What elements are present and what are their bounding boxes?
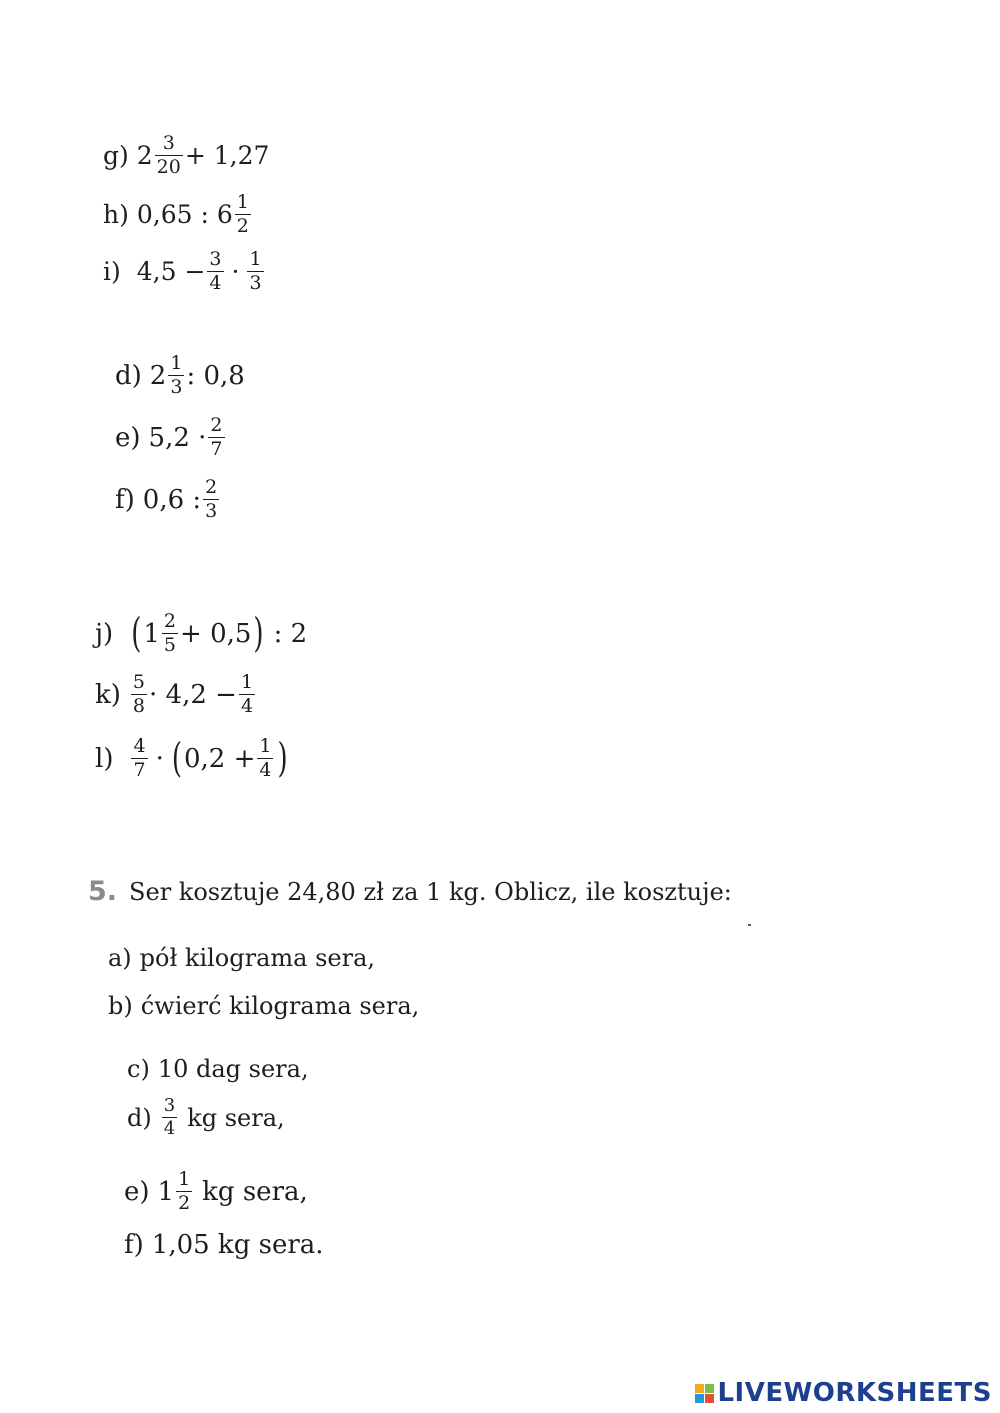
brand-text: LIVEWORKSHEETS [717, 1378, 992, 1408]
exercise-d [115, 354, 245, 397]
fraction-e: $\frac{2}{7}$ [210, 414, 223, 460]
task-5-item-e [124, 1170, 308, 1213]
liveworksheets-icon [695, 1384, 714, 1403]
logo-square-4 [705, 1394, 714, 1403]
task-5-header [88, 878, 732, 905]
fraction-f: $\frac{2}{3}$ [205, 476, 218, 522]
open-paren-l: ( [171, 735, 182, 782]
task-5-item-c [127, 1057, 309, 1081]
fraction-l-1: $\frac{4}{7}$ [133, 735, 146, 781]
open-paren-j: ( [131, 610, 142, 657]
fraction-j: $\frac{2}{5}$ [163, 610, 177, 656]
logo-square-3 [695, 1394, 704, 1403]
mid-j: + 0,5 [180, 618, 252, 649]
exercise-k [95, 673, 257, 716]
rest-d: : 0,8 [186, 360, 245, 391]
exercise-l [95, 737, 290, 780]
exercise-h [103, 193, 253, 236]
dot-i: · [231, 257, 240, 286]
label-h: h) [103, 200, 129, 229]
liveworksheets-logo[interactable] [695, 1378, 992, 1408]
mid-l: 0,2 + [183, 743, 256, 774]
task-number: 5. [88, 876, 118, 907]
label-j: j) [95, 618, 114, 649]
dot-l: · [155, 743, 164, 774]
exercise-i [103, 250, 266, 293]
lead-h: 0,65 : 6 [136, 200, 233, 229]
label-5c: c) [127, 1055, 150, 1083]
text-5f: 1,05 kg sera. [151, 1230, 324, 1260]
whole-g: 2 [136, 141, 153, 170]
label-k: k) [95, 679, 121, 710]
fraction-d: $\frac{1}{3}$ [170, 352, 183, 398]
text-5c: 10 dag sera, [157, 1055, 309, 1083]
exercise-g [103, 134, 269, 177]
task-5-item-f [124, 1232, 324, 1258]
fraction-k-1: $\frac{5}{8}$ [132, 671, 145, 717]
fraction-l-2: $\frac{1}{4}$ [259, 735, 272, 781]
fraction-5e: $\frac{1}{2}$ [178, 1168, 191, 1214]
fraction-h: $\frac{1}{2}$ [236, 191, 249, 237]
exercise-j [95, 612, 307, 655]
task-5-item-a [108, 946, 375, 970]
text-5a: pół kilograma sera, [139, 944, 376, 972]
fraction-k-2: $\frac{1}{4}$ [240, 671, 254, 717]
text-5e: kg sera, [202, 1176, 308, 1207]
lead-e: 5,2 · [148, 422, 207, 453]
stray-mark [748, 924, 751, 926]
task-5-text: Ser kosztuje 24,80 zł za 1 kg. Oblicz, ile kosztuje: [129, 877, 732, 906]
label-5d: d) [127, 1103, 152, 1132]
text-5d: kg sera, [187, 1103, 285, 1132]
whole-5e: 1 [157, 1176, 175, 1207]
label-5a: a) [108, 944, 132, 972]
text-5b: ćwierć kilograma sera, [140, 992, 420, 1020]
label-d: d) [115, 360, 142, 391]
whole-d: 2 [149, 360, 167, 391]
exercise-e [115, 416, 227, 459]
fraction-i-2: $\frac{1}{3}$ [249, 248, 262, 294]
rest-g: + 1,27 [184, 141, 270, 170]
label-5b: b) [108, 992, 133, 1020]
label-l: l) [95, 743, 114, 774]
close-paren-j: ) [253, 610, 264, 657]
fraction-g: $\frac{3}{20}$ [156, 132, 181, 178]
task-5-item-d [127, 1097, 285, 1138]
fraction-5d: $\frac{3}{4}$ [163, 1095, 176, 1139]
mid-k: · 4,2 − [149, 679, 237, 710]
label-g: g) [103, 141, 129, 170]
label-i: i) [103, 257, 121, 286]
fraction-i-1: $\frac{3}{4}$ [209, 248, 222, 294]
exercise-f [115, 478, 221, 521]
logo-square-2 [705, 1384, 714, 1393]
rest-j: : 2 [273, 618, 308, 649]
lead-i: 4,5 − [136, 257, 206, 286]
whole-j: 1 [143, 618, 160, 649]
task-5-item-b [108, 994, 419, 1018]
close-paren-l: ) [277, 735, 288, 782]
label-e: e) [115, 422, 141, 453]
label-5e: e) [124, 1176, 150, 1207]
label-f: f) [115, 484, 135, 515]
logo-square-1 [695, 1384, 704, 1393]
label-5f: f) [124, 1230, 144, 1260]
lead-f: 0,6 : [142, 484, 202, 515]
